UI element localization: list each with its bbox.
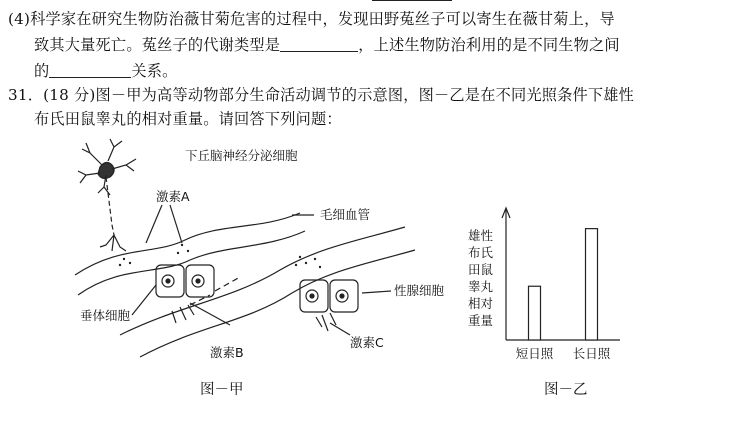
q4-line-3 <box>34 60 178 81</box>
label-gonad-cell: 性腺细胞 <box>394 283 445 298</box>
q4-line-2-a: 致其大量死亡。菟丝子的代谢类型是 <box>34 36 281 54</box>
y-axis-label-line: 睾丸 <box>468 279 494 294</box>
pituitary-cells <box>156 265 214 297</box>
bar-1 <box>586 229 598 340</box>
label-capillary: 毛细血管 <box>320 207 371 222</box>
label-hormone-a: 激素A <box>156 189 190 204</box>
figure-b-caption: 图－乙 <box>544 382 588 398</box>
q4-line-1: (4)科学家在研究生物防治薇甘菊危害的过程中，发现田野菟丝子可以寄生在薇甘菊上，导 <box>8 10 615 28</box>
q4-line-2 <box>34 34 620 55</box>
figure-b-chart <box>460 200 640 370</box>
answer-blank-metabolism[interactable] <box>280 37 358 52</box>
capillary-lower-wall <box>78 231 305 295</box>
q4-line-2-b: ，上述生物防治利用的是不同生物之间 <box>358 36 620 54</box>
label-pituitary-cell: 垂体细胞 <box>80 308 131 323</box>
y-axis-label-line: 相对 <box>468 296 494 311</box>
y-axis-label <box>468 228 494 328</box>
q31-line-2: 布氏田鼠睾丸的相对重量。请回答下列问题： <box>34 110 342 128</box>
y-axis-label-line: 田鼠 <box>468 262 494 277</box>
neuron-icon <box>78 139 136 235</box>
gonad-cells <box>300 280 358 312</box>
q31-line-1: 31．(18 分)图－甲为高等动物部分生命活动调节的示意图，图－乙是在不同光照条件下雄性 <box>8 86 635 104</box>
label-hormone-b: 激素B <box>210 345 244 360</box>
x-tick-label: 短日照 <box>515 346 554 361</box>
y-axis-label-line: 雄性 <box>468 228 494 243</box>
figure-a-diagram <box>60 135 460 365</box>
x-tick-label: 长日照 <box>572 346 611 361</box>
y-axis-label-line: 布氏 <box>468 245 494 260</box>
y-axis-label-line: 重量 <box>468 313 494 328</box>
bar-0 <box>529 286 541 340</box>
q4-line-3-a: 的 <box>34 62 50 80</box>
top-rule <box>372 0 452 1</box>
label-hormone-c: 激素C <box>350 335 384 350</box>
q4-line-3-b: 关系。 <box>131 62 178 80</box>
figure-a-caption: 图－甲 <box>200 382 244 398</box>
answer-blank-relation[interactable] <box>49 63 131 78</box>
label-hypothalamus: 下丘脑神经分泌细胞 <box>185 148 298 163</box>
